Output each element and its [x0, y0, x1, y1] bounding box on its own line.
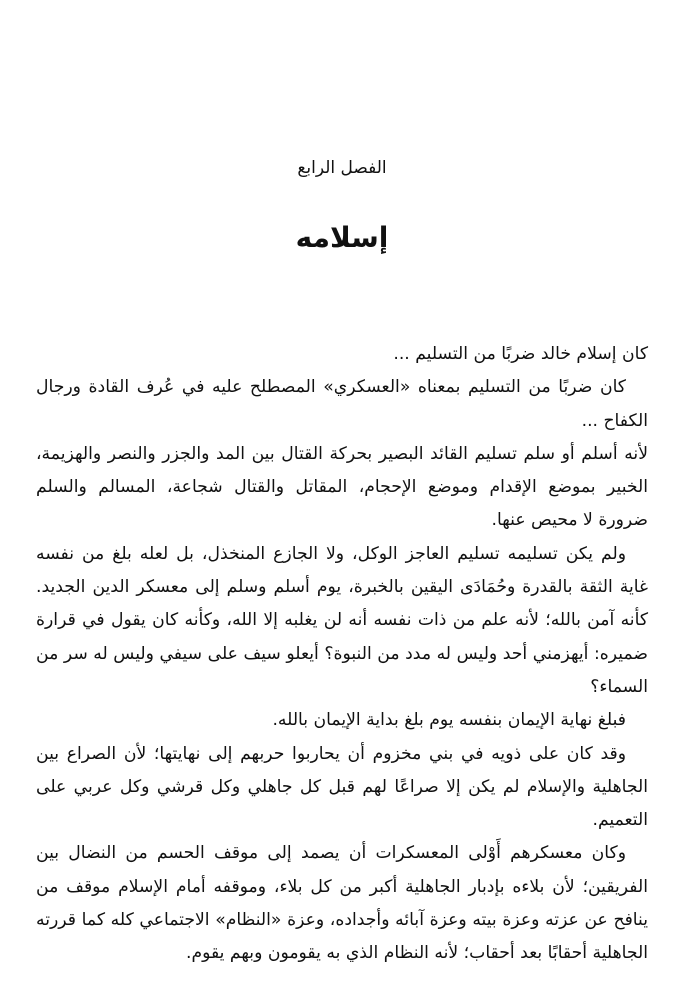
- chapter-label: الفصل الرابع: [297, 158, 387, 178]
- paragraph-7: وكان معسكرهم أَوْلى المعسكرات أن يصمد إلى موقف الحسم من النضال بين الفريقين؛ لأن بلاءه بإدبار الجاهلية أكبر من كل بلاء، وموقفه أمام الإسلام موقف من ينافح عن عزته وعزة بيته وعزة آبائه وأجداده، وعزة «النظام» الاجتماعي كله كما قررته الجاهلية أحقابًا بعد أحقاب؛ لأنه النظام الذي به يقومون وبهم يقوم.: [36, 843, 648, 964]
- paragraph-2: كان ضربًا من التسليم بمعناه «العسكري» المصطلح عليه في عُرف القادة ورجال الكفاح ...: [36, 377, 648, 431]
- paragraph-5: فبلغ نهاية الإيمان بنفسه يوم بلغ بداية الإيمان بالله.: [272, 710, 626, 731]
- chapter-title: إسلامه: [295, 221, 389, 254]
- paragraph-6: وقد كان على ذويه في بني مخزوم أن يحاربوا حربهم إلى نهايتها؛ لأن الصراع بين الجاهلية والإسلام لم يكن إلا صراعًا لهم قبل كل جاهلي وكل قرشي وكل عربي على التعميم.: [36, 743, 648, 831]
- paragraph-4: ولم يكن تسليمه تسليم العاجز الوكل، ولا الجازع المنخذل، بل لعله بلغ من نفسه غاية الثقة بالقدرة وحُمَادَى اليقين بالخبرة، يوم أسلم وسلم إلى معسكر الدين الجديد. كأنه آمن بالله؛ لأنه علم من ذات نفسه أنه لن يغلبه إلا الله، وكأنه كان يقول في قرارة ضميره: أيهزمني أحد وليس له مدد من النبوة؟ أيعلو سيف على سيفي وليس له سر من السماء؟: [36, 543, 648, 697]
- paragraph-3: لأنه أسلم أو سلم تسليم القائد البصير بحركة القتال بين المد والجزر والنصر والهزيمة، الخبير بموضع الإقدام وموضع الإحجام، المقاتل والقتال شجاعة، المسالم والسلم ضرورة لا محيص عنها.: [36, 443, 648, 531]
- paragraph-1: كان إسلام خالد ضربًا من التسليم ...: [393, 344, 648, 364]
- body-text: [36, 338, 648, 971]
